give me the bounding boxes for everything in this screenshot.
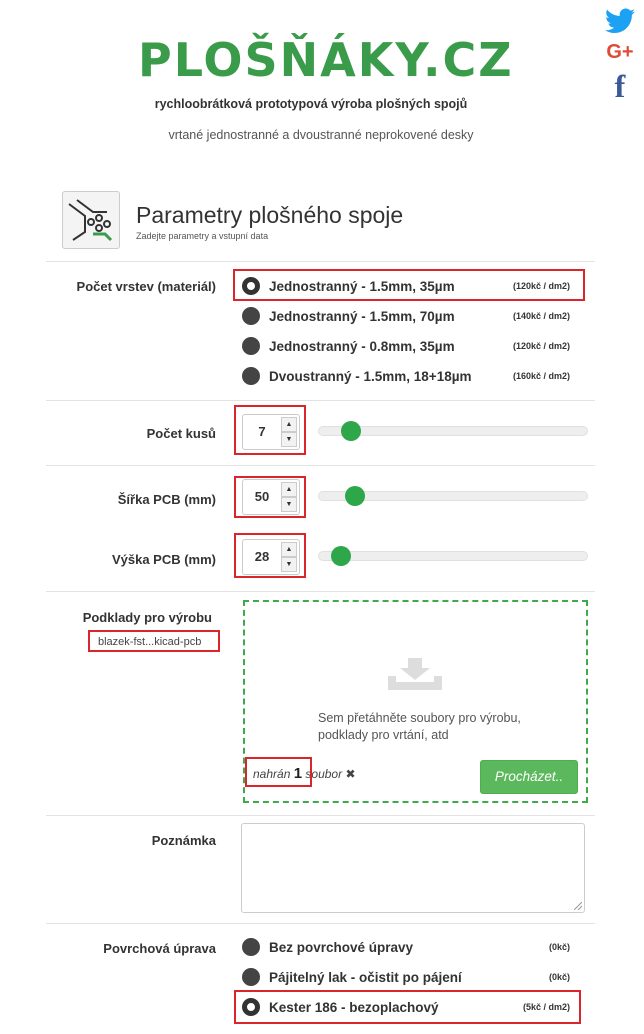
section-subtitle: Zadejte parametry a vstupní data	[136, 231, 269, 241]
dropzone-hint-line-2: podklady pro vrtání, atd	[318, 728, 449, 742]
layers-label: Počet vrstev (materiál)	[76, 279, 216, 294]
increment-button[interactable]: ▲	[281, 482, 297, 497]
decrement-button[interactable]: ▼	[281, 432, 297, 447]
site-logo[interactable]	[138, 33, 514, 87]
increment-button[interactable]: ▲	[281, 542, 297, 557]
divider	[46, 465, 595, 466]
finish-option-1[interactable]	[242, 936, 582, 958]
layer-option-3[interactable]	[242, 335, 582, 357]
radio-button[interactable]	[242, 968, 260, 986]
divider	[46, 815, 595, 816]
quantity-slider[interactable]	[318, 426, 588, 436]
dropzone-hint	[318, 710, 521, 744]
upload-count: 1	[293, 765, 303, 782]
finish-option-price: (0kč)	[548, 972, 570, 982]
layer-option-label: Dvoustranný - 1.5mm, 18+18µm	[269, 368, 472, 384]
highlight-box	[234, 405, 306, 455]
quantity-label: Počet kusů	[146, 426, 216, 441]
divider	[46, 261, 595, 262]
radio-button[interactable]	[242, 367, 260, 385]
slider-handle[interactable]	[345, 486, 365, 506]
highlight-box	[245, 757, 312, 787]
width-slider[interactable]	[318, 491, 588, 501]
highlight-box	[234, 476, 306, 518]
finish-option-2[interactable]	[242, 966, 582, 988]
layer-option-4[interactable]	[242, 365, 582, 387]
uploaded-file-name: blazek-fst...kicad-pcb	[98, 636, 202, 648]
section-title: Parametry plošného spoje	[136, 202, 404, 228]
twitter-icon[interactable]	[605, 8, 635, 34]
layer-option-price: (160kč / dm2)	[512, 371, 570, 381]
increment-button[interactable]: ▲	[281, 417, 297, 432]
finish-option-label: Pájitelný lak - očistit po pájení	[269, 969, 462, 985]
radio-button[interactable]	[242, 337, 260, 355]
clear-files-icon[interactable]: ✖	[345, 767, 356, 781]
dropzone-hint-line-1: Sem přetáhněte soubory pro výrobu,	[318, 711, 521, 725]
height-value[interactable]: 28	[254, 549, 270, 564]
upload-status-prefix: nahrán	[253, 767, 291, 781]
highlight-box	[234, 533, 306, 578]
quantity-value[interactable]: 7	[258, 424, 266, 439]
slider-handle[interactable]	[341, 421, 361, 441]
divider	[46, 400, 595, 401]
layer-option-price: (140kč / dm2)	[512, 311, 570, 321]
facebook-icon[interactable]: f	[614, 68, 626, 104]
pcb-icon	[62, 191, 120, 249]
finish-option-label: Bez povrchové úpravy	[269, 939, 414, 955]
resize-handle-icon[interactable]	[574, 902, 582, 910]
layer-option-price: (120kč / dm2)	[512, 281, 570, 291]
finish-option-label: Kester 186 - bezoplachový	[269, 999, 439, 1015]
radio-button[interactable]	[242, 307, 260, 325]
logo-text: PLOŠŇÁKY.CZ	[138, 33, 514, 87]
highlight-box	[88, 630, 220, 652]
decrement-button[interactable]: ▼	[281, 557, 297, 572]
finish-option-price: (0kč)	[548, 942, 570, 952]
finish-label: Povrchová úprava	[103, 941, 216, 956]
height-slider[interactable]	[318, 551, 588, 561]
highlight-box	[233, 269, 585, 301]
highlight-box	[234, 990, 581, 1024]
height-label: Výška PCB (mm)	[111, 552, 216, 567]
browse-button[interactable]: Procházet..	[480, 760, 578, 794]
site-subtitle: rychloobrátková prototypová výroba plošných spojů	[154, 97, 468, 111]
upload-status-suffix: soubor	[305, 767, 343, 781]
layer-option-2[interactable]	[242, 305, 582, 327]
finish-option-price: (5kč / dm2)	[522, 1002, 570, 1012]
radio-button[interactable]	[242, 938, 260, 956]
upload-label: Podklady pro výrobu	[82, 610, 212, 625]
decrement-button[interactable]: ▼	[281, 497, 297, 512]
social-links	[602, 8, 638, 102]
site-tagline: vrtané jednostranné a dvoustranné neprokovené desky	[168, 128, 474, 142]
note-textarea[interactable]	[241, 823, 585, 913]
slider-handle[interactable]	[331, 546, 351, 566]
divider	[46, 591, 595, 592]
layer-option-label: Jednostranný - 1.5mm, 70µm	[269, 308, 455, 324]
width-value[interactable]: 50	[254, 489, 270, 504]
download-tray-icon	[386, 656, 444, 692]
google-plus-icon[interactable]: G+	[606, 41, 634, 63]
note-label: Poznámka	[151, 833, 216, 848]
width-label: Šířka PCB (mm)	[117, 492, 216, 507]
layer-option-label: Jednostranný - 1.5mm, 35µm	[269, 278, 455, 294]
divider	[46, 923, 595, 924]
layer-option-price: (120kč / dm2)	[512, 341, 570, 351]
layer-option-label: Jednostranný - 0.8mm, 35µm	[269, 338, 455, 354]
